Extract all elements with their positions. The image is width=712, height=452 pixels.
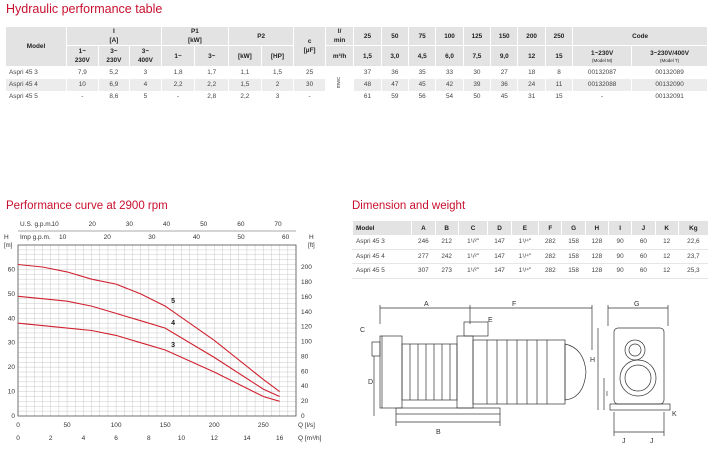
cell-head: 11 <box>545 79 572 91</box>
tick-label-x: 8 <box>147 435 151 442</box>
label-j2: J <box>650 438 654 445</box>
dim-cell: 307 <box>412 264 435 279</box>
tick-label-x: 0 <box>16 435 20 442</box>
series-label-4: 4 <box>171 320 176 328</box>
dim-cell: 90 <box>608 249 631 264</box>
label-c: C <box>360 327 366 334</box>
dim-col-b: B <box>435 221 458 235</box>
cell-p1a: 1,8 <box>161 66 195 79</box>
tick-label-ft: 60 <box>301 368 309 376</box>
dim-cell: 1¹/⁴" <box>511 264 539 279</box>
cell-head: 45 <box>409 79 436 91</box>
dim-cell: 273 <box>435 264 458 279</box>
cell-head: 24 <box>518 79 545 91</box>
cell-head: 50 <box>463 91 490 103</box>
tick-label-ls: 250 <box>257 422 269 429</box>
dim-cell: 128 <box>585 264 608 279</box>
cell-head: 47 <box>381 79 408 91</box>
dim-cell: 242 <box>435 249 458 264</box>
tick-label-y: 20 <box>7 364 15 372</box>
curve-title: Performance curve at 2900 rpm <box>6 200 168 212</box>
motor-fan-cover <box>565 344 586 400</box>
label-e: E <box>488 317 493 324</box>
tick-label-x: 14 <box>243 435 251 442</box>
label-k: K <box>672 411 677 418</box>
col-lmin: l/ min <box>325 27 353 46</box>
usgpm-label: U.S. g.p.m. <box>20 221 53 228</box>
dim-cell: 147 <box>488 249 511 264</box>
tick-label-usgpm: 30 <box>125 221 134 228</box>
dimension-title: Dimension and weight <box>352 200 466 212</box>
tick-label-x: 10 <box>177 435 186 442</box>
flow-m3h: 9,0 <box>491 46 518 67</box>
end-view-body <box>614 328 664 404</box>
terminal-box <box>464 322 488 336</box>
dim-cell: 60 <box>632 264 655 279</box>
tick-label-y: 0 <box>11 413 15 420</box>
dim-cell: 158 <box>562 235 585 249</box>
cell-head: 59 <box>381 91 408 103</box>
cell-code-t: 00132091 <box>632 91 708 103</box>
col-p2: P2 <box>229 27 294 46</box>
cell-model: Aspri 45 4 <box>6 79 67 91</box>
impgpm-label: Imp g.p.m. <box>20 234 51 241</box>
dim-col-kg: Kg <box>678 221 708 235</box>
tick-label-usgpm: 40 <box>162 221 171 228</box>
p2-hp: [HP] <box>261 46 294 67</box>
cell-p1b: 1,7 <box>195 66 229 79</box>
dim-cell: 60 <box>632 249 655 264</box>
performance-chart <box>0 218 340 450</box>
dim-cell: 90 <box>608 264 631 279</box>
tick-label-ls: 100 <box>110 422 122 429</box>
dim-cell: 1¹/⁴" <box>511 235 539 249</box>
dim-col-e: E <box>511 221 539 235</box>
dimension-table <box>352 221 708 279</box>
tick-label-ft: 100 <box>301 338 312 346</box>
cell-code-m: 00132087 <box>573 66 632 79</box>
col-m3h: m³/h <box>325 46 353 67</box>
dim-cell: 1¹/²" <box>458 264 488 279</box>
flow-m3h: 12 <box>518 46 545 67</box>
flow-m3h: 7,5 <box>463 46 490 67</box>
cell-p1a: 2,2 <box>161 79 195 91</box>
dim-cell: 12 <box>655 249 678 264</box>
i-1ph-230: 1~ 230V <box>67 46 99 67</box>
label-a: A <box>424 301 429 308</box>
cell-p2hp: 2 <box>261 79 294 91</box>
tick-label-y: 30 <box>7 339 15 347</box>
cell-p2hp: 1,5 <box>261 66 294 79</box>
flow-lmin: 50 <box>381 27 408 46</box>
dim-col-k: K <box>655 221 678 235</box>
label-f: F <box>512 301 517 308</box>
dim-cell: 246 <box>412 235 435 249</box>
dim-cell: 282 <box>539 249 562 264</box>
table-row <box>6 66 708 79</box>
cell-head: 27 <box>491 66 518 79</box>
tick-label-x: 12 <box>210 435 218 442</box>
col-p1: P1 [kW] <box>161 27 228 46</box>
cell-head: 37 <box>354 66 381 79</box>
dim-cell: 1¹/⁴" <box>511 249 539 264</box>
flow-m3h: 15 <box>545 46 572 67</box>
dim-cell: 158 <box>562 264 585 279</box>
table-row <box>6 91 708 103</box>
dim-cell: 23,7 <box>678 249 708 264</box>
h-ft-label: H <box>309 234 314 241</box>
flow-lmin: 150 <box>491 27 518 46</box>
table-row <box>353 264 709 279</box>
dim-cell: 1¹/²" <box>458 249 488 264</box>
cell-i3: 4 <box>130 79 162 91</box>
tick-label-usgpm: 50 <box>200 221 208 228</box>
cell-head: 39 <box>463 79 490 91</box>
tick-label-impgpm: 60 <box>282 234 290 241</box>
dim-cell: 1¹/²" <box>458 235 488 249</box>
cell-c: 30 <box>294 79 326 91</box>
dim-col-h: H <box>585 221 608 235</box>
p2-kw: [kW] <box>229 46 262 67</box>
pump-bracket <box>457 336 473 408</box>
h-m-label: H <box>4 234 9 241</box>
cell-i3: 3 <box>130 66 162 79</box>
cell-p2kw: 2,2 <box>229 91 262 103</box>
dim-cell: 12 <box>655 264 678 279</box>
cell-code-t: 00132090 <box>632 79 708 91</box>
dim-cell: 128 <box>585 249 608 264</box>
tick-label-ft: 120 <box>301 323 312 331</box>
tick-label-x: 2 <box>48 435 53 442</box>
label-g: G <box>634 301 640 308</box>
cell-p1a: - <box>161 91 195 103</box>
label-d: D <box>368 379 374 386</box>
flow-lmin: 25 <box>354 27 381 46</box>
dim-cell: 212 <box>435 235 458 249</box>
cell-head: 54 <box>436 91 463 103</box>
col-current: I [A] <box>67 27 162 46</box>
tick-label-x: 16 <box>276 435 284 442</box>
cell-head: 61 <box>354 91 381 103</box>
tick-label-y: 10 <box>7 388 15 396</box>
cell-i1: 10 <box>67 79 99 91</box>
cell-head: 35 <box>409 66 436 79</box>
cell-i2: 6,9 <box>98 79 130 91</box>
col-capacitor: c [µF] <box>294 27 326 66</box>
cell-p2kw: 1,5 <box>229 79 262 91</box>
dim-cell: 147 <box>488 235 511 249</box>
cell-c: 25 <box>294 66 326 79</box>
tick-label-x: 4 <box>81 435 86 442</box>
table-row <box>6 79 708 91</box>
dim-cell: 12 <box>655 235 678 249</box>
tick-label-ft: 200 <box>301 264 312 272</box>
tick-label-ls: 0 <box>16 422 20 429</box>
dim-col-model: Model <box>353 221 412 235</box>
col-code: Code <box>573 27 708 46</box>
end-view-outlet <box>625 340 645 360</box>
cell-model: Aspri 45 5 <box>6 91 67 103</box>
flow-lmin: 100 <box>436 27 463 46</box>
label-b: B <box>436 429 441 436</box>
cell-i1: - <box>67 91 99 103</box>
pump-base <box>396 408 500 414</box>
tick-label-impgpm: 30 <box>148 234 156 241</box>
pump-head <box>380 336 402 408</box>
dim-cell: 147 <box>488 264 511 279</box>
p1-1ph: 1~ <box>161 46 195 67</box>
tick-label-y: 60 <box>7 266 15 274</box>
end-view-base <box>610 404 670 410</box>
tick-label-impgpm: 40 <box>192 234 201 241</box>
hydraulic-table <box>5 27 708 103</box>
cell-head: 45 <box>491 91 518 103</box>
dim-col-c: C <box>458 221 488 235</box>
tick-label-impgpm: 50 <box>237 234 245 241</box>
dim-col-f: F <box>539 221 562 235</box>
tick-label-y: 50 <box>7 290 15 298</box>
tick-label-usgpm: 10 <box>51 221 59 228</box>
flow-m3h: 4,5 <box>409 46 436 67</box>
col-model: Model <box>6 27 67 66</box>
i-3ph-230: 3~ 230V <box>98 46 130 67</box>
dim-cell: 277 <box>412 249 435 264</box>
cell-i3: 5 <box>130 91 162 103</box>
table-row <box>353 235 709 249</box>
flow-lmin: 75 <box>409 27 436 46</box>
cell-i2: 5,2 <box>98 66 130 79</box>
cell-p1b: 2,2 <box>195 79 229 91</box>
flow-m3h: 6,0 <box>436 46 463 67</box>
dim-cell: 90 <box>608 235 631 249</box>
tick-label-ft: 80 <box>301 353 309 361</box>
dim-col-d: D <box>488 221 511 235</box>
cell-head: 31 <box>518 91 545 103</box>
i-3ph-400: 3~ 400V <box>130 46 162 67</box>
label-j: J <box>622 438 626 445</box>
cell-p2hp: 3 <box>261 91 294 103</box>
tick-label-ft: 0 <box>301 413 305 420</box>
tick-label-ls: 150 <box>159 422 171 429</box>
cell-head: 36 <box>491 79 518 91</box>
flow-lmin: 125 <box>463 27 490 46</box>
tick-label-ft: 140 <box>301 308 312 316</box>
cell-head: 42 <box>436 79 463 91</box>
code-model-m: 1~230V (Model M) <box>573 46 632 67</box>
dim-cell: Aspri 45 5 <box>353 264 412 279</box>
chart-ticks <box>8 221 312 442</box>
dim-cell: 60 <box>632 235 655 249</box>
tick-label-impgpm: 10 <box>58 234 67 241</box>
cell-code-m: 00132088 <box>573 79 632 91</box>
cell-head: 18 <box>518 66 545 79</box>
cell-model: Aspri 45 3 <box>6 66 67 79</box>
dim-cell: 282 <box>539 264 562 279</box>
cell-head: 8 <box>545 66 572 79</box>
flow-m3h: 3,0 <box>381 46 408 67</box>
dim-col-i: I <box>608 221 631 235</box>
q-m3h-label: Q [m³/h] <box>298 435 322 442</box>
cell-i1: 7,9 <box>67 66 99 79</box>
cell-head: 36 <box>381 66 408 79</box>
h-ft-unit: [ft] <box>308 243 315 249</box>
tick-label-ls: 200 <box>208 422 220 429</box>
dim-cell: 282 <box>539 235 562 249</box>
dim-cell: 128 <box>585 235 608 249</box>
series-label-5: 5 <box>171 298 176 306</box>
dim-cell: 158 <box>562 249 585 264</box>
tick-label-ft: 180 <box>301 278 312 286</box>
tick-label-usgpm: 60 <box>237 221 245 228</box>
hydraulic-title: Hydraulic performance table <box>6 2 163 16</box>
cell-head: 56 <box>409 91 436 103</box>
cell-head: 15 <box>545 91 572 103</box>
dim-cell: 25,3 <box>678 264 708 279</box>
cell-p2kw: 1,1 <box>229 66 262 79</box>
tick-label-impgpm: 20 <box>103 234 111 241</box>
code-model-t: 3~230V/400V (Model T) <box>632 46 708 67</box>
tick-label-usgpm: 70 <box>274 221 282 228</box>
cell-code-m: - <box>573 91 632 103</box>
cell-c: - <box>294 91 326 103</box>
dim-col-g: G <box>562 221 585 235</box>
cell-head: 30 <box>463 66 490 79</box>
end-view-motor <box>620 360 656 396</box>
tick-label-ft: 40 <box>301 383 309 391</box>
label-i: I <box>606 391 608 398</box>
cell-i2: 8,6 <box>98 91 130 103</box>
tick-label-ft: 20 <box>301 398 309 406</box>
flow-lmin: 200 <box>518 27 545 46</box>
cell-code-t: 00132089 <box>632 66 708 79</box>
tick-label-x: 6 <box>114 435 118 442</box>
dim-cell: Aspri 45 3 <box>353 235 412 249</box>
tick-label-y: 40 <box>7 315 15 323</box>
tick-label-ls: 50 <box>63 422 71 429</box>
flow-lmin: 250 <box>545 27 572 46</box>
dim-cell: Aspri 45 4 <box>353 249 412 264</box>
table-row <box>353 249 709 264</box>
mwc-unit: mwc <box>325 66 353 103</box>
dim-cell: 22,6 <box>678 235 708 249</box>
label-h: H <box>590 357 596 364</box>
tick-label-usgpm: 20 <box>88 221 96 228</box>
pump-drawing <box>352 300 712 450</box>
h-m-unit: [m] <box>4 243 13 249</box>
cell-head: 48 <box>354 79 381 91</box>
flow-m3h: 1,5 <box>354 46 381 67</box>
cell-p1b: 2,8 <box>195 91 229 103</box>
p1-3ph: 3~ <box>195 46 229 67</box>
dim-col-j: J <box>632 221 655 235</box>
series-label-3: 3 <box>171 342 176 350</box>
tick-label-ft: 160 <box>301 293 312 301</box>
dim-col-a: A <box>412 221 435 235</box>
cell-head: 33 <box>436 66 463 79</box>
q-ls-label: Q [l/s] <box>298 422 315 429</box>
